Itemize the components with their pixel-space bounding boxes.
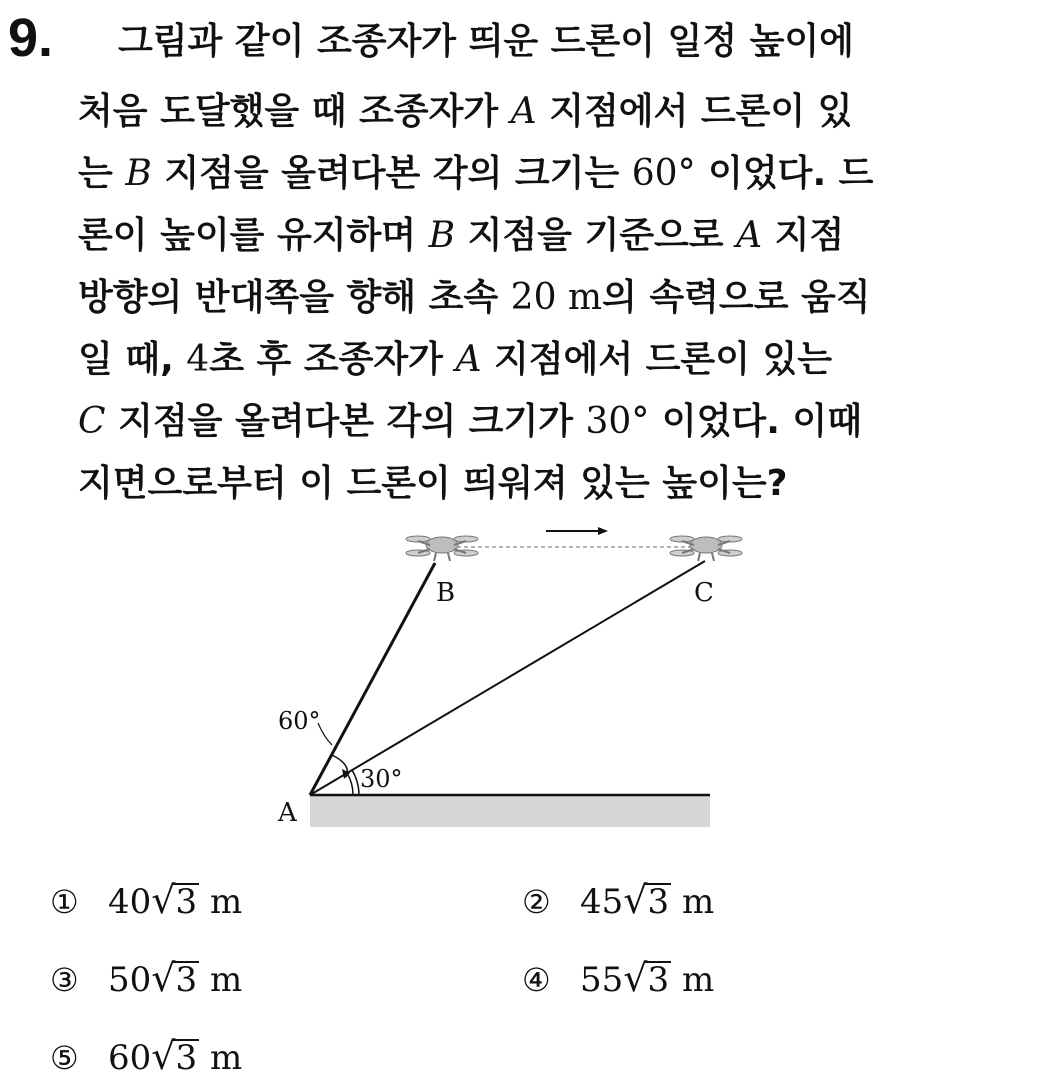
label-a: A bbox=[278, 798, 297, 828]
question-number: 9. bbox=[8, 8, 54, 68]
choice-radicand: 3 bbox=[647, 960, 670, 1000]
choice-coef: 60 bbox=[108, 1038, 152, 1078]
sqrt-icon: √ bbox=[623, 956, 648, 1000]
angle-60-label: 60° bbox=[278, 707, 321, 735]
text-segment: 그림과 같이 조종자가 띄운 드론이 일정 높이에 bbox=[118, 21, 854, 62]
question-line-7 bbox=[78, 394, 862, 450]
choice-unit: m bbox=[681, 960, 715, 1000]
angle-value: 60° bbox=[631, 153, 696, 194]
text-segment: 지점 bbox=[762, 215, 845, 256]
choice-radicand: 3 bbox=[647, 882, 670, 922]
choice-coef: 50 bbox=[108, 960, 152, 1000]
choice-coef: 40 bbox=[108, 882, 152, 922]
text-segment: 지점을 기준으로 bbox=[455, 215, 737, 256]
angle-30-label: 30° bbox=[360, 765, 403, 793]
question-line-2 bbox=[78, 84, 852, 140]
choice-coef: 55 bbox=[580, 960, 624, 1000]
choice-radicand: 3 bbox=[175, 1038, 198, 1078]
angle-value: 30° bbox=[585, 401, 650, 442]
choice-unit: m bbox=[209, 1038, 243, 1078]
line-ac bbox=[310, 561, 705, 795]
point-a-label: A bbox=[736, 215, 763, 256]
text-segment: 일 때, bbox=[78, 339, 187, 380]
question-line-5 bbox=[78, 270, 871, 326]
point-a-label: A bbox=[455, 339, 482, 380]
label-b: B bbox=[436, 578, 456, 608]
choice-mark: ⑤ bbox=[50, 1039, 79, 1077]
text-segment: 방향의 반대쪽을 향해 초속 bbox=[78, 277, 511, 318]
direction-arrow-icon bbox=[546, 527, 608, 535]
sqrt-icon: √ bbox=[623, 878, 648, 922]
choice-3[interactable] bbox=[50, 956, 242, 1002]
text-segment: 론이 높이를 유지하며 bbox=[78, 215, 429, 256]
question-line-8 bbox=[78, 456, 788, 512]
choice-radicand: 3 bbox=[175, 960, 198, 1000]
choice-mark: ① bbox=[50, 883, 79, 921]
choice-mark: ② bbox=[522, 883, 551, 921]
text-segment: 초 후 조종자가 bbox=[209, 339, 456, 380]
point-c-label: C bbox=[78, 401, 106, 442]
label-c: C bbox=[694, 578, 714, 608]
text-segment: 지면으로부터 이 드론이 띄워져 있는 높이는? bbox=[78, 463, 788, 504]
point-b-label: B bbox=[428, 215, 456, 256]
choice-4[interactable] bbox=[522, 956, 714, 1002]
sqrt-icon: √ bbox=[151, 878, 176, 922]
text-segment: 의 속력으로 움직 bbox=[602, 277, 871, 318]
sqrt-icon: √ bbox=[151, 956, 176, 1000]
sqrt-icon: √ bbox=[151, 1034, 176, 1078]
question-line-1 bbox=[118, 14, 854, 70]
text-segment: 지점을 올려다본 각의 크기는 bbox=[151, 153, 632, 194]
text-segment: 이었다. 이때 bbox=[649, 401, 862, 442]
line-ab bbox=[310, 563, 435, 795]
question-line-6 bbox=[78, 332, 832, 388]
time-value: 4 bbox=[186, 339, 210, 380]
choice-radicand: 3 bbox=[175, 882, 198, 922]
drone-figure bbox=[270, 515, 750, 835]
choice-unit: m bbox=[209, 882, 243, 922]
text-segment: 지점을 올려다본 각의 크기가 bbox=[105, 401, 586, 442]
drone-b-icon bbox=[406, 536, 478, 561]
choice-unit: m bbox=[209, 960, 243, 1000]
point-a-label: A bbox=[510, 91, 537, 132]
choice-unit: m bbox=[681, 882, 715, 922]
choice-5[interactable] bbox=[50, 1034, 242, 1080]
speed-value: 20 m bbox=[510, 277, 603, 318]
text-segment: 는 bbox=[78, 153, 126, 194]
ground bbox=[310, 795, 710, 827]
question-line-4 bbox=[78, 208, 844, 264]
text-segment: 처음 도달했을 때 조종자가 bbox=[78, 91, 511, 132]
text-segment: 이었다. 드 bbox=[695, 153, 874, 194]
angle-30-arc bbox=[347, 773, 353, 795]
drone-c-icon bbox=[670, 536, 742, 561]
choice-2[interactable] bbox=[522, 878, 714, 924]
text-segment: 지점에서 드론이 있는 bbox=[481, 339, 833, 380]
choice-coef: 45 bbox=[580, 882, 624, 922]
text-segment: 지점에서 드론이 있 bbox=[536, 91, 853, 132]
point-b-label: B bbox=[125, 153, 152, 194]
choice-mark: ④ bbox=[522, 961, 551, 999]
question-line-3 bbox=[78, 146, 873, 202]
choice-1[interactable] bbox=[50, 878, 242, 924]
choice-mark: ③ bbox=[50, 961, 79, 999]
